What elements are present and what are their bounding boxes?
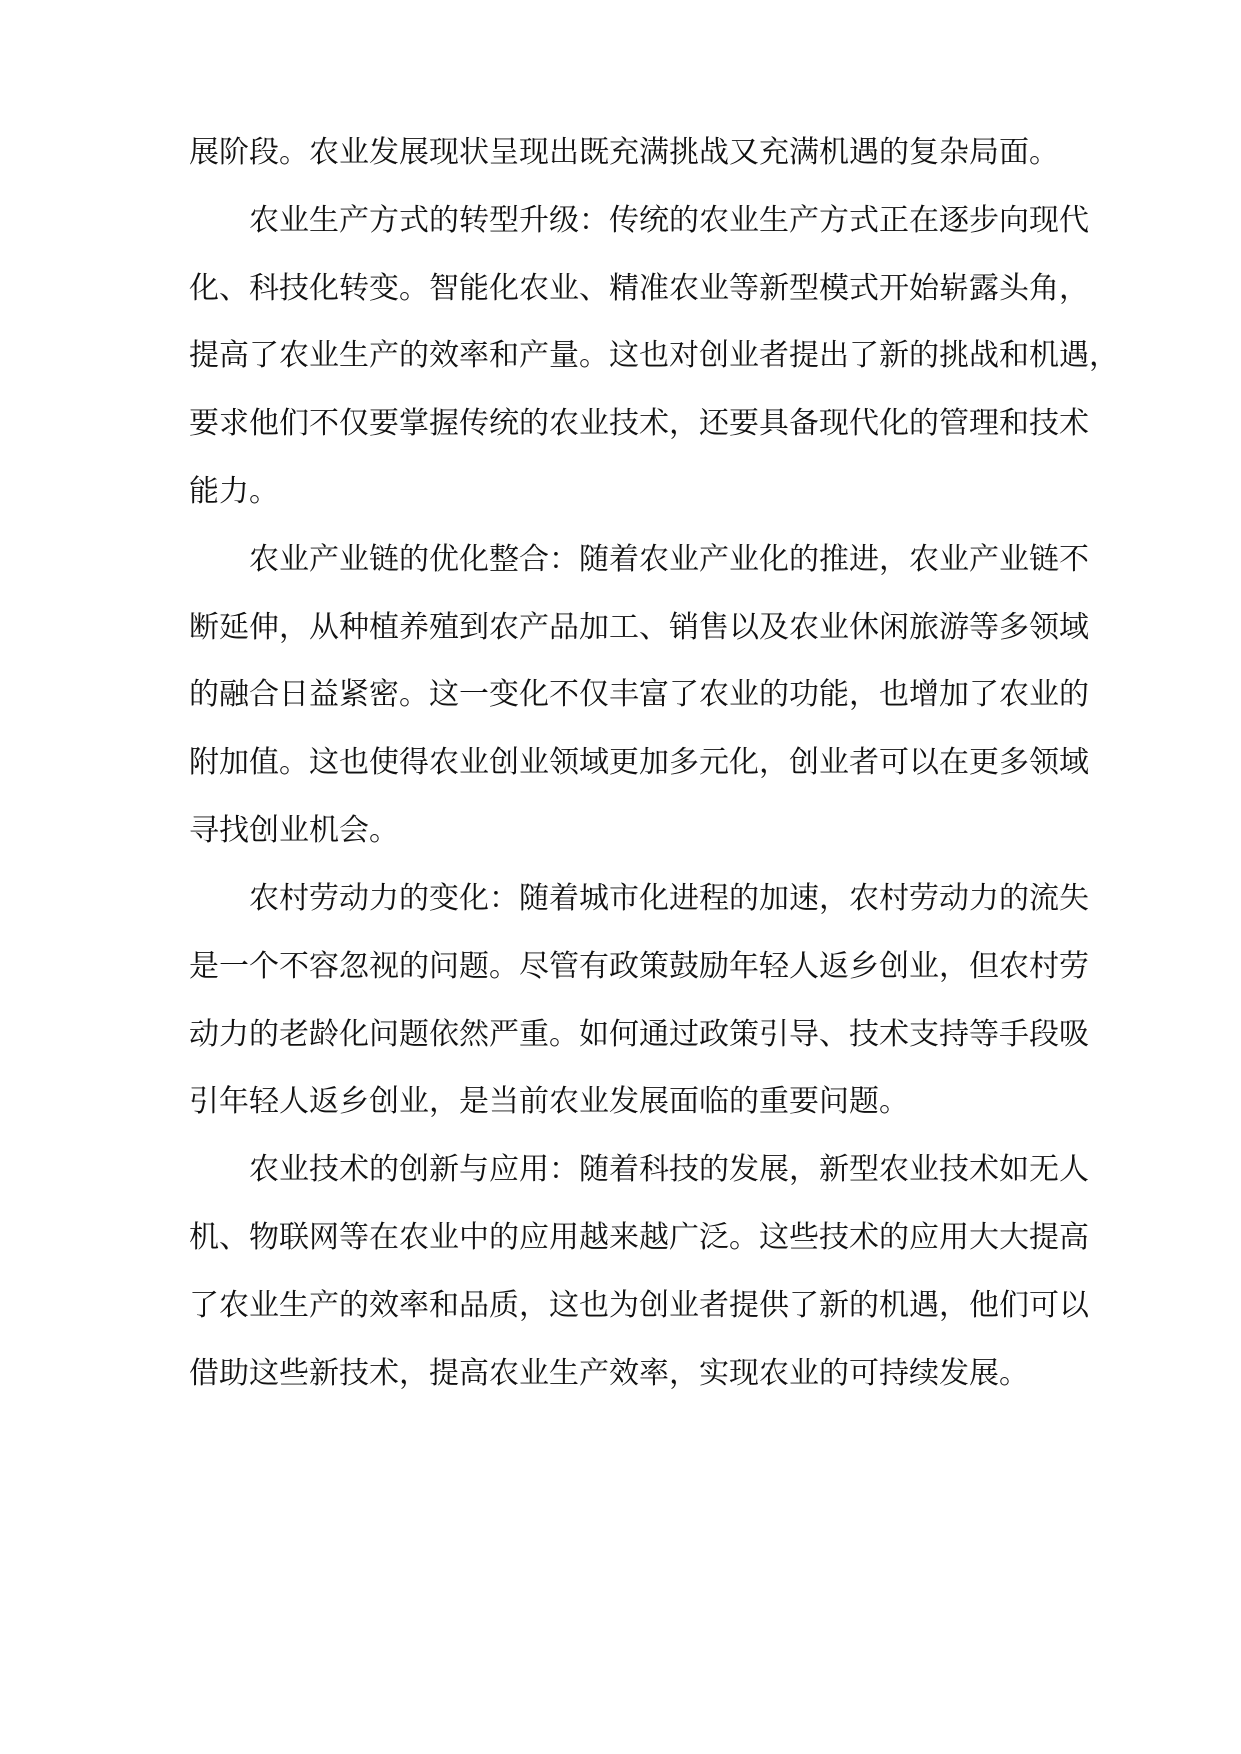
paragraph-3-line-5: 寻找创业机会。 (189, 813, 399, 848)
paragraph-4-line-3: 动力的老龄化问题依然严重。如何通过政策引导、技术支持等手段吸 (189, 1017, 1089, 1052)
paragraph-2-line-5: 能力。 (189, 474, 279, 509)
paragraph-2-line-3: 提高了农业生产的效率和产量。这也对创业者提出了新的挑战和机遇， (189, 338, 1119, 373)
paragraph-3-line-4: 附加值。这也使得农业创业领域更加多元化，创业者可以在更多领域 (189, 745, 1089, 780)
paragraph-3-line-1: 农业产业链的优化整合：随着农业产业化的推进，农业产业链不 (249, 542, 1089, 577)
paragraph-4-line-2: 是一个不容忽视的问题。尽管有政策鼓励年轻人返乡创业，但农村劳 (189, 949, 1089, 984)
paragraph-5-line-4: 借助这些新技术，提高农业生产效率，实现农业的可持续发展。 (189, 1356, 1029, 1391)
paragraph-2-line-4: 要求他们不仅要掌握传统的农业技术，还要具备现代化的管理和技术 (189, 406, 1089, 441)
paragraph-4-line-1: 农村劳动力的变化：随着城市化进程的加速，农村劳动力的流失 (249, 881, 1089, 916)
paragraph-5-line-3: 了农业生产的效率和品质，这也为创业者提供了新的机遇，他们可以 (189, 1288, 1089, 1323)
paragraph-3-line-3: 的融合日益紧密。这一变化不仅丰富了农业的功能，也增加了农业的 (189, 677, 1089, 712)
paragraph-5-line-2: 机、物联网等在农业中的应用越来越广泛。这些技术的应用大大提高 (189, 1220, 1089, 1255)
paragraph-2-line-1: 农业生产方式的转型升级：传统的农业生产方式正在逐步向现代 (249, 203, 1089, 238)
paragraph-5-line-1: 农业技术的创新与应用：随着科技的发展，新型农业技术如无人 (249, 1152, 1089, 1187)
paragraph-3-line-2: 断延伸，从种植养殖到农产品加工、销售以及农业休闲旅游等多领域 (189, 610, 1089, 645)
paragraph-4-line-4: 引年轻人返乡创业，是当前农业发展面临的重要问题。 (189, 1084, 909, 1119)
paragraph-2-line-2: 化、科技化转变。智能化农业、精准农业等新型模式开始崭露头角， (189, 271, 1089, 306)
paragraph-1-line-1: 展阶段。农业发展现状呈现出既充满挑战又充满机遇的复杂局面。 (189, 135, 1059, 170)
